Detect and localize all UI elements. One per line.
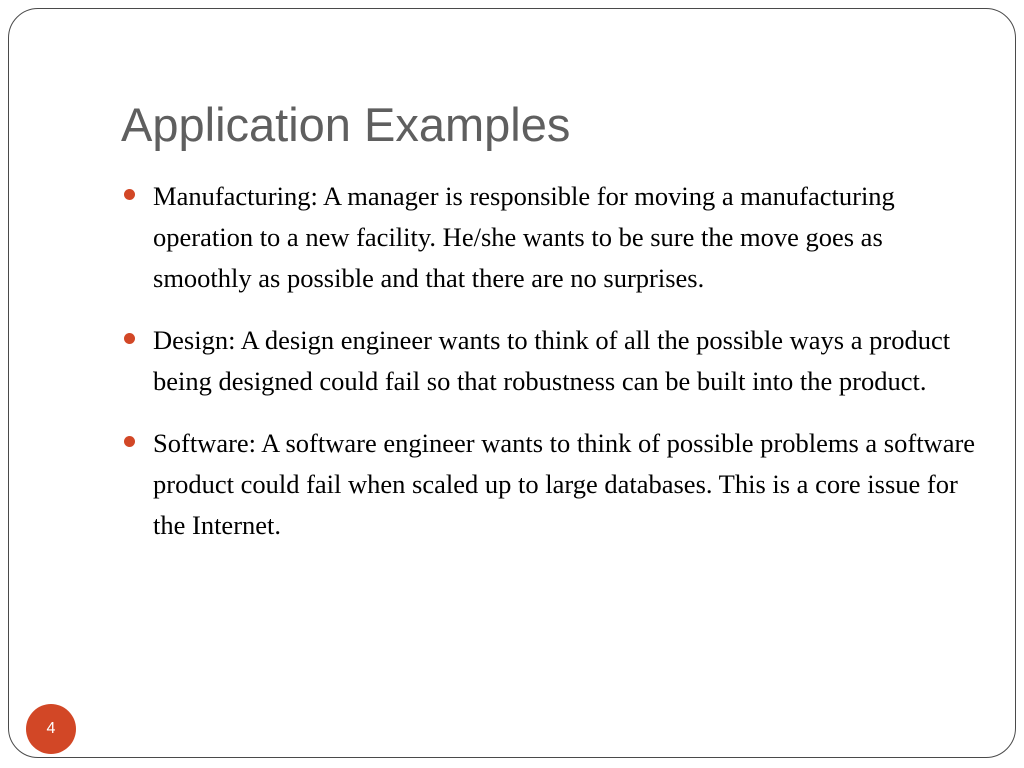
bullet-list [153,176,983,567]
page-number: 4 [46,720,56,737]
circle-bullet-icon [124,436,135,447]
circle-bullet-icon [124,333,135,344]
slide [8,8,1016,758]
bullet-text: Software: A software engineer wants to think of possible problems a software product could fail when scaled up to large databases. This is a core issue for the Internet. [153,428,976,540]
bullet-text: Manufacturing: A manager is responsible for moving a manufacturing operation to a new facility. He/she wants to be sure the move goes as smoothly as possible and that there are no surprises. [153,181,895,293]
bullet-item-manufacturing [153,176,983,299]
page-number-badge [26,704,76,754]
bullet-item-software [153,423,983,546]
circle-bullet-icon [124,189,135,200]
bullet-item-design [153,320,983,402]
slide-title: Application Examples [121,98,571,151]
bullet-text: Design: A design engineer wants to think of all the possible ways a product being designed could fail so that robustness can be built into the product. [153,325,951,396]
